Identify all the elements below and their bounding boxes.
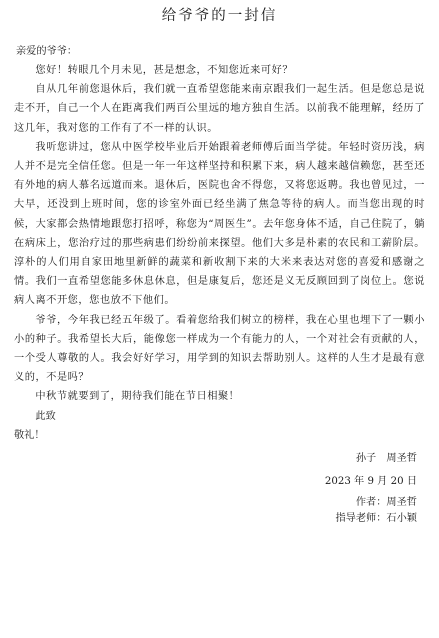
letter-title: 给爷爷的一封信 [161, 8, 278, 24]
letter-paragraph-career: 我听您讲过，您从中医学校毕业后开始跟着老师傅后面当学徒。年轻时资历浅，病人并不是完全信任您。但是一年一年这样坚持和积累下来，病人越来越信赖您，甚至还有外地的病人慕名远道而来。退休后，医院也舍不得您，又将您返聘。我也曾见过，一大早，还没到上班时间，您的诊室外面已经坐满了焦急等待的病人。而当您出现的时候，大家都会热情地跟您打招呼，称您为“周医生”。去年您身体不适，自己住院了，躺在病床上，您治疗过的那些病患们纷纷前来探望。他们大多是朴素的农民和工薪阶层。淳朴的人们用自家田地里新鲜的蔬菜和新收割下来的大米来表达对您的喜爱和感谢之情。我们一直希望您能多休息休息，但是康复后，您还是义无反顾回到了岗位上。您说病人离不开您，您也放不下他们。 [14, 141, 425, 307]
letter-paragraph-aspiration: 爷爷，今年我已经五年级了。看着您给我们树立的榜样，我在心里也埋下了一颗小小的种子。我希望长大后，能像您一样成为一个有能力的人，一个对社会有贡献的人，一个受人尊敬的人。我会好好学习，用学到的知识去帮助别人。这样的人生才是最有意义的，不是吗？ [14, 314, 425, 384]
letter-paragraph-retirement: 自从几年前您退休后，我们就一直希望您能来南京跟我们一起生活。但是您总是说走不开，自己一个人在距离我们两百公里远的地方独自生活。以前我不能理解，经历了这几年，我对您的工作有了不一样的认识。 [14, 84, 425, 134]
letter-author: 作者：周圣哲 [355, 497, 417, 509]
letter-salutation: 亲爱的爷爷： [16, 46, 78, 57]
letter-paragraph-festival: 中秋节就要到了，期待我们能在节日相聚！ [35, 391, 240, 403]
letter-closing-cizhi: 此致 [35, 410, 56, 422]
letter-teacher: 指导老师：石小颖 [335, 513, 417, 525]
signature-block [14, 449, 425, 527]
letter-date: 2023 年 9 月 20 日 [324, 476, 417, 488]
letter-signature: 孙子 周圣哲 [355, 453, 417, 465]
letter-paragraph-greeting: 您好！转眼几个月未见，甚是想念，不知您近来可好？ [35, 65, 294, 76]
letter-closing-jingli: 敬礼！ [14, 429, 45, 441]
